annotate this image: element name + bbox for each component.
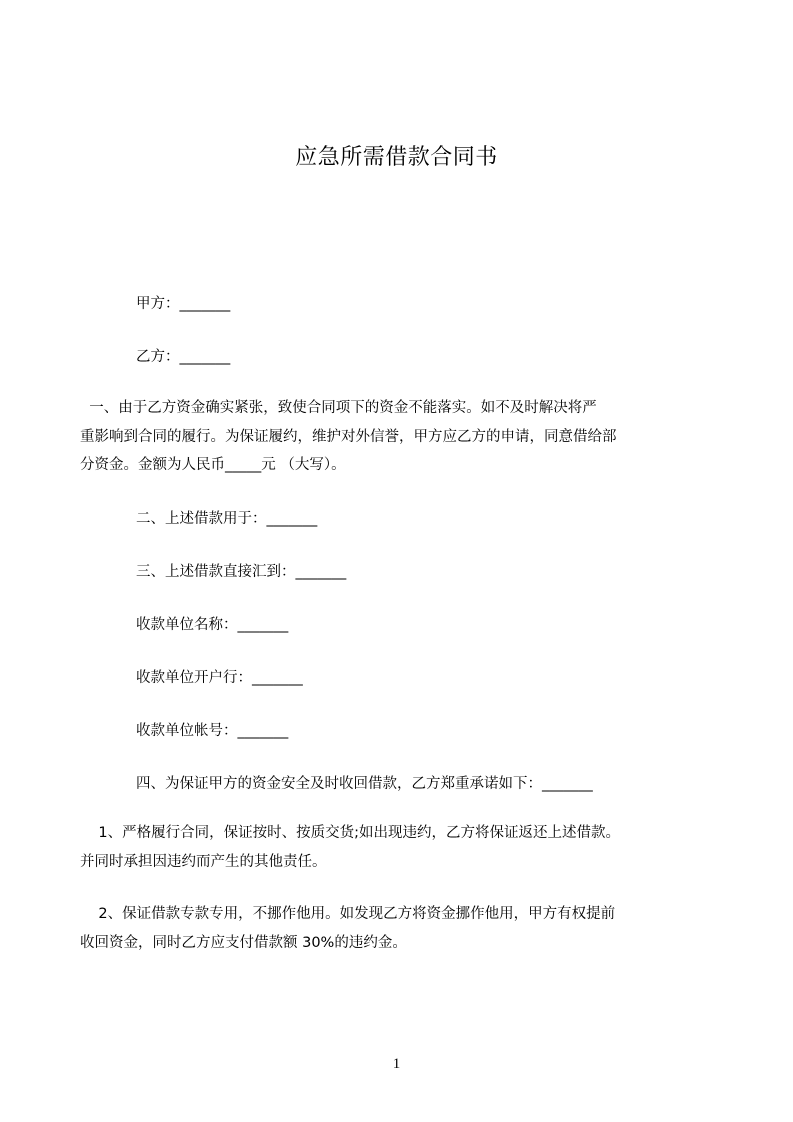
clause-1-paragraph — [80, 394, 714, 480]
clause-2-line: 二、上述借款用于：_______ — [136, 511, 318, 527]
clause-1-line-1: 一、由于乙方资金确实紧张，致使合同项下的资金不能落实。如不及时解决将严 — [80, 400, 597, 416]
party-b-line: 乙方：_______ — [136, 349, 231, 365]
clause-4-line: 四、为保证甲方的资金安全及时收回借款，乙方郑重承诺如下：_______ — [136, 776, 593, 792]
page-number: 1 — [392, 1056, 401, 1072]
promise-2-line-2: 收回资金，同时乙方应支付借款额 30%的违约金。 — [80, 934, 407, 951]
document-title: 应急所需借款合同书 — [295, 145, 498, 170]
clause-1-line-2: 重影响到合同的履行。为保证履约，维护对外信誉，甲方应乙方的申请，同意借给部 — [80, 428, 617, 445]
promise-1-line-2: 并同时承担因违约而产生的其他责任。 — [80, 853, 327, 870]
clause-1-line-3: 分资金。金额为人民币_____元 （大写）。 — [80, 457, 346, 473]
payee-bank-line: 收款单位开户行：_______ — [136, 670, 303, 686]
promise-1-line-1: 1、严格履行合同，保证按时、按质交货;如出现违约，乙方将保证返还上述借款。 — [80, 825, 621, 841]
clause-3-line: 三、上述借款直接汇到：_______ — [136, 564, 347, 580]
promise-2-paragraph — [80, 900, 714, 957]
promise-2-line-1: 2、保证借款专款专用，不挪作他用。如发现乙方将资金挪作他用，甲方有权提前 — [80, 906, 616, 922]
party-a-line: 甲方：_______ — [136, 296, 231, 312]
payee-name-line: 收款单位名称：_______ — [136, 617, 289, 633]
payee-account-line: 收款单位帐号：_______ — [136, 723, 289, 739]
promise-1-paragraph — [80, 819, 714, 876]
